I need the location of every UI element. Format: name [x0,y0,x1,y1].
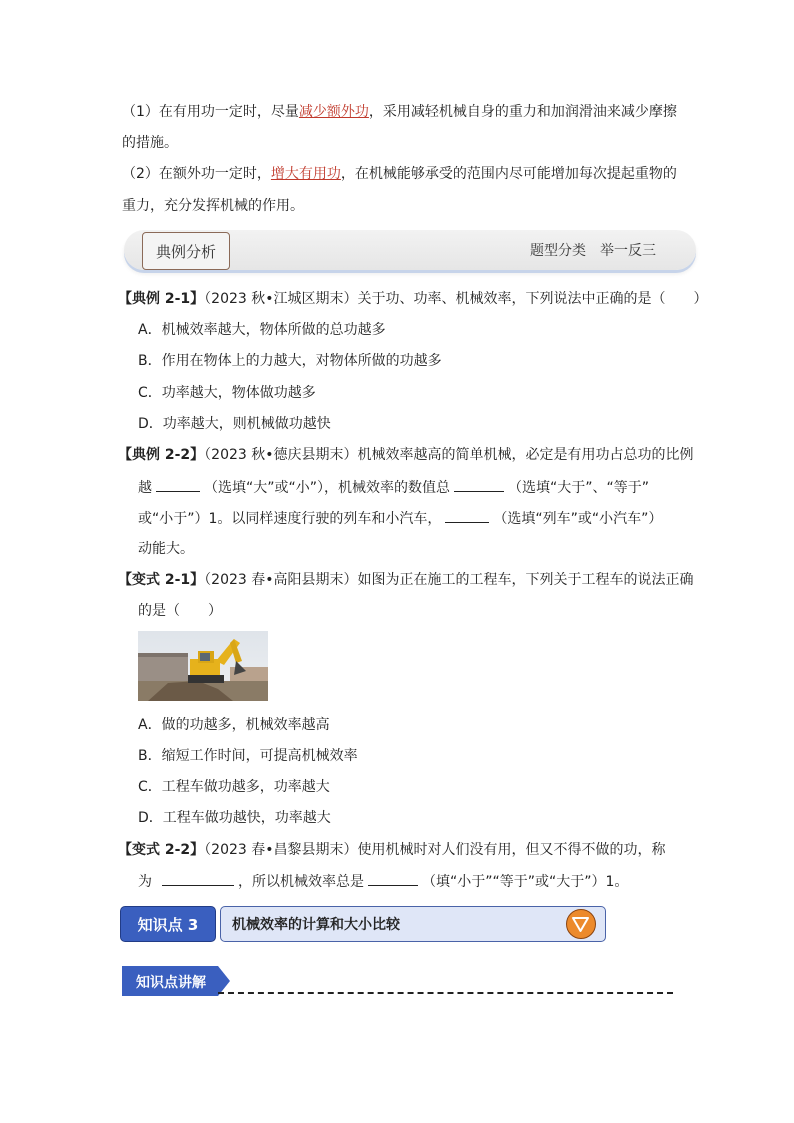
option-c: C．功率越大，物体做功越多 [138,385,316,401]
answer-blank[interactable] [156,477,200,492]
intro-paragraph-2 [122,164,677,184]
variant-2-2-line2 [138,871,628,892]
question-2-1-stem [118,289,708,309]
option-d: D．功率越大，则机械做功越快 [138,416,331,432]
answer-blank[interactable] [454,477,504,492]
question-tag: 【变式 2-1】 [118,572,205,588]
question-2-2-line4: 动能大。 [138,541,194,557]
variant-2-2-stem [118,840,666,860]
question-text: （选填“大于”、“等于” [508,480,650,496]
intro-paragraph-1-cont: 的措施。 [122,135,178,151]
question-text: （2023 春•高阳县期末）如图为正在施工的工程车，下列关于工程车的说法正确 [204,572,694,588]
question-text: ，所以机械效率总是 [238,874,364,890]
section-divider [218,992,673,994]
chevron-down-icon[interactable] [566,909,596,939]
answer-blank[interactable] [445,508,489,523]
option-b: B．作用在物体上的力越大，对物体所做的功越多 [138,353,442,369]
highlight-text: 增大有用功 [270,166,341,182]
question-2-2-line3 [138,508,662,529]
question-text: 或“小于”）1。以同样速度行驶的列车和小汽车， [138,511,442,527]
question-2-2-stem [118,445,694,465]
section-tag-label: 知识点讲解 [136,975,206,991]
excavator-image [138,631,268,701]
option-a: A．机械效率越大，物体所做的总功越多 [138,322,386,338]
question-text: （选填“列车”或“小汽车”） [493,511,663,527]
highlight-text: 减少额外功 [298,104,369,120]
option-b: B．缩短工作时间，可提高机械效率 [138,748,358,764]
question-text: （填“小于”“等于”或“大于”）1。 [422,874,629,890]
question-text: （2023 秋•德庆县期末）机械效率越高的简单机械，必定是有用功占总功的比例 [204,447,694,463]
intro-paragraph-1 [122,102,677,122]
variant-2-1-stem [118,570,694,590]
intro-text: ，采用减轻机械自身的重力和加润滑油来减少摩擦 [368,104,677,120]
intro-paragraph-2-cont: 重力，充分发挥机械的作用。 [122,198,304,214]
answer-blank[interactable] [368,871,418,886]
knowledge-point-title: 机械效率的计算和大小比较 [232,917,400,933]
intro-text: （1）在有用功一定时，尽量 [122,104,299,120]
question-text: （2023 秋•江城区期末）关于功、功率、机械效率，下列说法中正确的是（ ） [204,291,708,307]
option-c: C．工程车做功越多，功率越大 [138,779,330,795]
question-text: （选填“大”或“小”），机械效率的数值总 [204,480,451,496]
example-analysis-tab: 典例分析 [142,232,230,270]
knowledge-point-badge: 知识点 3 [120,906,216,942]
answer-blank[interactable] [162,871,234,886]
banner-subtitle: 题型分类 举一反三 [530,243,656,259]
question-tag: 【典例 2-1】 [118,291,205,307]
variant-2-1-stem-cont: 的是（ ） [138,603,222,619]
question-text: （2023 春•昌黎县期末）使用机械时对人们没有用，但又不得不做的功，称 [204,842,666,858]
question-tag: 【典例 2-2】 [118,447,205,463]
question-tag: 【变式 2-2】 [118,842,205,858]
question-text: 越 [138,480,152,496]
intro-text: （2）在额外功一定时， [122,166,271,182]
question-text: 为 [138,874,152,890]
intro-text: ，在机械能够承受的范围内尽可能增加每次提起重物的 [340,166,677,182]
question-2-2-line2 [138,477,649,498]
option-d: D．工程车做功越快，功率越大 [138,810,331,826]
option-a: A．做的功越多，机械效率越高 [138,717,330,733]
